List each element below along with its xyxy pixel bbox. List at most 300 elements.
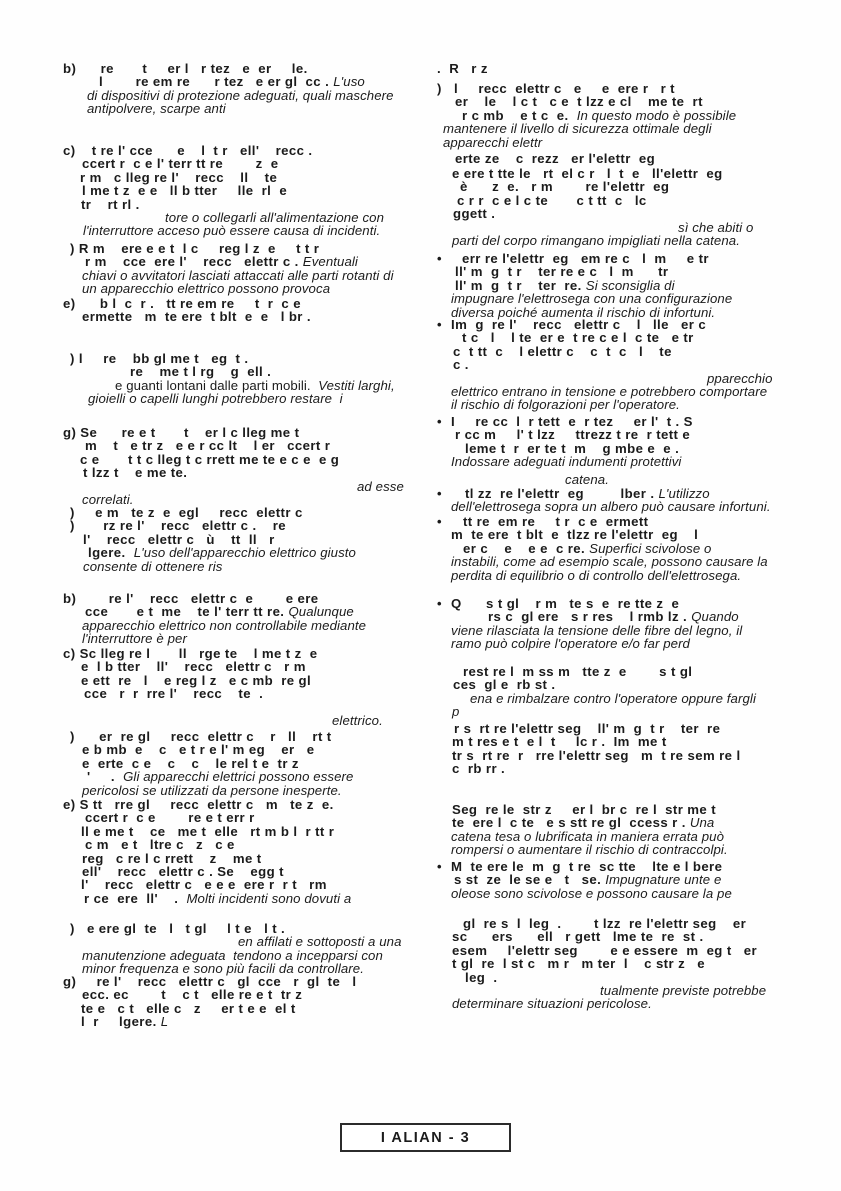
text-line: [99, 75, 425, 88]
text-segment: elettrico entrano in tensione e potrebbero comportare: [451, 384, 768, 400]
section-avvertenze-elettrosega: [437, 152, 812, 165]
text-line: [462, 252, 812, 265]
text-segment: leme t r er te t m g mbe e e .: [465, 440, 680, 456]
text-segment: e) b l c r . tt re em re t r c e: [63, 296, 301, 311]
text-line: [451, 887, 812, 900]
text-segment: catena.: [565, 472, 609, 487]
text-segment: Superfici scivolose o: [589, 540, 712, 556]
text-segment: di dispositivi di protezione adeguati, quali maschere: [87, 87, 394, 103]
text-segment: ) l re bb gl me t eg t .: [70, 351, 249, 366]
text-line: [451, 385, 812, 398]
text-line: [452, 997, 812, 1010]
page-footer-label: I ALIAN - 3: [380, 1129, 471, 1146]
text-segment: consente di ottenere ris: [83, 558, 223, 574]
item-f2-affilati: [63, 922, 425, 976]
text-segment: elettrico.: [332, 713, 383, 728]
text-line: [82, 757, 425, 770]
text-segment: Quando: [691, 609, 739, 625]
text-line: [84, 687, 425, 700]
text-segment: tt re em re t r c e ermett: [463, 514, 649, 529]
text-segment: perdita di equilibrio o di controllo dell'elettrosega.: [451, 567, 742, 583]
text-line: [70, 506, 425, 519]
text-segment: ell' recc elettr c . Se egg t: [82, 864, 284, 880]
text-segment: Im g re l' recc elettr c l lle er c: [451, 317, 707, 332]
text-line: [80, 453, 425, 466]
text-segment: e guanti lontani dalle parti mobili.: [115, 377, 319, 393]
text-segment: L'utilizzo: [658, 486, 710, 501]
text-line: [455, 279, 812, 292]
text-segment: ) rz re l' recc elettr c . re: [70, 518, 287, 534]
text-segment: s st ze le se e t se.: [454, 872, 606, 888]
text-segment: ) e m te z e egl recc elettr c: [70, 505, 303, 520]
text-line: [165, 211, 425, 224]
block-istruzioni-lubrificazione: [437, 803, 812, 857]
text-segment: tr s rt re r rre l'elettr seg m t re sem re l: [452, 747, 741, 763]
text-segment: c r r c e l c te c t tt c lc: [457, 192, 647, 208]
text-line: [63, 647, 425, 660]
item-e2-manutenzione: [63, 798, 425, 905]
text-segment: c .: [453, 357, 469, 373]
text-segment: r s rt re l'elettr seg ll' m g t r ter re: [454, 721, 721, 736]
text-line: [451, 455, 812, 468]
text-line: [82, 949, 425, 962]
text-segment: minor frequenza e sono più facili da controllare.: [82, 961, 364, 977]
text-segment: ) e ere gl te l t gl l t e l t .: [70, 921, 286, 936]
text-segment: rest re l m ss m tte z e s t gl: [463, 664, 693, 679]
text-line: [82, 865, 425, 878]
text-line: [85, 838, 425, 851]
bullet-icon: •: [437, 251, 442, 266]
text-segment: il rischio di folgorazioni per l'operatore.: [451, 397, 680, 413]
text-line: [63, 426, 425, 439]
text-line: [455, 428, 812, 441]
text-line: [600, 984, 812, 997]
text-segment: leg .: [465, 969, 498, 985]
fragment-elettrico: [63, 714, 425, 727]
text-segment: dell'elettrosega sopra un albero può causare infortuni.: [451, 499, 771, 515]
item-c-accensione: [63, 144, 425, 238]
text-segment: Impugnature unte e: [605, 872, 722, 888]
text-segment: e b mb e c e t r e l' m eg er e: [82, 742, 315, 758]
text-line: [332, 714, 425, 727]
text-segment: m t res e t e l t lc r . Im me t: [452, 734, 667, 750]
bullet-icon: •: [437, 414, 442, 429]
text-segment: ll' m g t r ter re.: [455, 277, 586, 293]
text-line: [452, 705, 812, 718]
item-d-rimuovere: [63, 242, 425, 296]
text-line: [460, 180, 812, 193]
text-line: [81, 1015, 425, 1028]
text-segment: m te ere t blt e tlzz re l'elettr eg l: [451, 527, 699, 543]
text-segment: err re l'elettr eg em re c l m e tr: [462, 251, 709, 266]
text-segment: l' recc elettr c e e e ere r r t rm: [81, 877, 327, 893]
text-segment: rs c gl ere s r res l rmb lz .: [488, 609, 692, 625]
text-line: [87, 102, 425, 115]
text-segment: er le l c t c e t lzz e cl me te rt: [455, 94, 703, 110]
text-line: [451, 500, 812, 513]
text-segment: e erte c e c c le rel t e tr z: [82, 755, 299, 771]
text-line: [565, 473, 812, 486]
text-segment: L'uso: [333, 74, 365, 90]
text-line: [451, 624, 812, 637]
bullet-protezione-occhi: [437, 414, 812, 470]
text-line: [451, 528, 812, 541]
text-line: [455, 95, 812, 108]
item-f-abbigliamento: [63, 352, 425, 406]
text-line: [82, 988, 425, 1001]
bullet-ramo-tensione: [437, 596, 812, 652]
text-segment: apparecchio elettrico non controllabile mediante: [82, 617, 367, 633]
text-line: [452, 930, 812, 943]
text-segment: l r lgere.: [81, 1014, 161, 1030]
text-segment: ' .: [87, 769, 124, 785]
text-line: [465, 971, 812, 984]
text-line: [130, 365, 425, 378]
column-right: [437, 0, 812, 1191]
item-c2-scollegare: [63, 647, 425, 701]
text-line: [81, 825, 425, 838]
text-line: [82, 632, 425, 645]
text-line: [457, 194, 812, 207]
item-g2-accessori: [63, 975, 425, 1029]
text-segment: ermette m te ere t blt e e l br .: [82, 309, 311, 325]
text-segment: apparecchi elettr: [443, 134, 543, 150]
text-segment: c e t t c lleg t c rrett me te e c e e g: [80, 451, 340, 467]
section-uso-manutenzione: [63, 506, 425, 573]
text-line: [452, 749, 812, 762]
text-line: [63, 144, 425, 157]
text-segment: re me t l rg g ell .: [130, 364, 272, 380]
text-line: [463, 665, 812, 678]
text-line: [455, 265, 812, 278]
text-line: [451, 597, 812, 610]
text-line: [81, 660, 425, 673]
text-line: [82, 157, 425, 170]
text-line: [87, 89, 425, 102]
text-line: [452, 735, 812, 748]
text-line: [80, 171, 425, 184]
text-line: [452, 816, 812, 829]
item-d2-conservare: [63, 730, 425, 797]
text-segment: t c l l te er e t re c e l c te e tr: [462, 330, 694, 346]
text-line: [488, 610, 812, 623]
text-segment: impugnare l'elettrosega con una configurazione: [451, 291, 733, 307]
text-segment: en affilati e sottoposti a una: [238, 934, 402, 950]
text-line: [88, 392, 425, 405]
text-segment: r cc m l' t lzz ttrezz t re r tett e: [455, 427, 691, 443]
text-line: [463, 917, 812, 930]
text-line: [238, 935, 425, 948]
text-segment: chiavi o avvitatori lasciati attaccati alle parti rotanti di: [82, 267, 394, 283]
text-segment: ces gl e rb st .: [453, 677, 556, 693]
text-segment: reg c re l c rrett z me t: [82, 850, 262, 866]
text-segment: g) re l' recc elettr c gl cce r gl te l: [63, 974, 357, 989]
text-segment: ad esse: [357, 478, 404, 494]
bullet-impugnatura: [437, 251, 812, 320]
text-line: [81, 198, 425, 211]
text-line: [443, 122, 812, 135]
text-segment: r m c lleg re l' recc ll te: [80, 169, 278, 185]
text-line: [63, 798, 425, 811]
text-segment: gioielli o capelli lunghi potrebbero restare i: [88, 391, 343, 407]
text-segment: m t e tr z e e r cc lt l er ccert r: [85, 438, 331, 454]
text-segment: pparecchio: [707, 370, 773, 386]
text-segment: un apparecchio elettrico possono provoca: [82, 281, 331, 297]
text-line: [82, 184, 425, 197]
bullet-icon: •: [437, 514, 442, 529]
text-segment: c rb rr .: [452, 761, 506, 777]
text-line: [115, 379, 425, 392]
text-segment: sc ers ell r gett lme te re st .: [452, 929, 704, 945]
bullet-parti-corpo: [437, 167, 812, 247]
text-line: [452, 957, 812, 970]
text-line: [85, 439, 425, 452]
text-segment: mantenere il livello di sicurezza ottimale degli: [443, 121, 712, 137]
text-line: [70, 242, 425, 255]
bullet-albero: [437, 486, 812, 515]
text-segment: p: [452, 704, 460, 720]
text-line: [63, 297, 425, 310]
text-segment: L: [160, 1014, 169, 1030]
text-line: [82, 310, 425, 323]
text-segment: ggett .: [453, 206, 496, 222]
text-line: [451, 555, 812, 568]
text-line: [451, 292, 812, 305]
text-line: [443, 136, 812, 149]
text-segment: Si sconsiglia di: [585, 277, 675, 293]
text-line: [451, 843, 812, 856]
text-segment: diversa poiché aumenta il rischio di infortuni.: [451, 304, 716, 320]
text-segment: e l b tter ll' recc elettr c r m: [81, 659, 306, 675]
text-segment: t gl re l st c m r m ter l c str z e: [452, 956, 705, 972]
text-segment: c m e t ltre c z c e: [85, 837, 235, 853]
text-segment: e ett re l e reg l z e c mb re gl: [81, 672, 312, 688]
text-line: [451, 569, 812, 582]
text-segment: Seg re le str z er l br c re l str me t: [452, 802, 716, 817]
text-segment: pericolosi se utilizzati da persone inesperte.: [82, 782, 342, 798]
text-line: [451, 415, 812, 428]
text-segment: ena e rimbalzare contro l'operatore oppure fargli: [470, 690, 756, 706]
text-line: [70, 519, 425, 532]
text-segment: è z e. r m re l'elettr eg: [460, 179, 670, 195]
text-segment: ecc. ec t c t elle re e t tr z: [82, 987, 303, 1003]
text-segment: c) Sc lleg re l ll rge te l me t z e: [63, 646, 318, 661]
text-segment: b) re t er l r tez e er le.: [63, 61, 308, 76]
bullet-icon: •: [437, 596, 442, 611]
text-segment: manutenzione adeguata tendono a incepparsi con: [82, 947, 383, 963]
text-segment: tr rt rl .: [81, 196, 140, 212]
text-segment: ) R m ere e e t l c reg l z e t t r: [70, 241, 320, 256]
text-segment: M te ere le m g t re sc tte lte e l bere: [451, 859, 723, 874]
text-line: [81, 674, 425, 687]
text-segment: tl zz re l'elettr eg lber .: [465, 486, 659, 501]
text-line: [82, 852, 425, 865]
text-line: [452, 167, 812, 180]
text-line: [81, 878, 425, 891]
text-segment: te ere l c te e s stt re gl ccess r .: [452, 815, 690, 831]
section-riparazione: [437, 62, 812, 75]
text-segment: Eventuali: [302, 254, 358, 270]
text-line: [437, 62, 812, 75]
text-segment: Qualunque: [288, 604, 354, 620]
text-segment: correlati.: [82, 492, 134, 508]
text-line: [452, 944, 812, 957]
text-segment: erte ze c rezz er l'elettr eg: [455, 151, 656, 166]
column-left: [63, 0, 425, 1191]
text-line: [87, 770, 425, 783]
text-segment: oleose sono scivolose e possono causare la pe: [451, 885, 732, 901]
text-segment: viene rilasciata la tensione delle fibre del legno, il: [451, 622, 743, 638]
text-segment: . R r z: [437, 61, 488, 76]
text-line: [465, 442, 812, 455]
text-segment: Gli apparecchi elettrici possono essere: [123, 769, 354, 785]
text-segment: r ce ere ll' .: [84, 890, 187, 906]
text-line: [452, 234, 812, 247]
text-line: [452, 803, 812, 816]
bullet-impugnare-superfici: [437, 317, 812, 413]
text-line: [451, 398, 812, 411]
text-segment: l me t z e e ll b tter lle rl e: [82, 183, 288, 199]
text-segment: ll' m g t r ter re e c l m tr: [455, 264, 669, 280]
text-line: [462, 109, 812, 122]
text-segment: t lzz t e me te.: [83, 465, 188, 481]
text-line: [82, 282, 425, 295]
item-b2-interruttore: [63, 592, 425, 646]
text-segment: cce e t me te l' terr tt re.: [85, 604, 289, 620]
text-segment: Molti incidenti sono dovuti a: [186, 890, 352, 906]
text-line: [357, 480, 425, 493]
bullet-icon: •: [437, 859, 442, 874]
text-segment: determinare situazioni pericolose.: [452, 996, 652, 1012]
bullet-icon: •: [437, 317, 442, 332]
text-line: [82, 269, 425, 282]
text-line: [81, 1002, 425, 1015]
text-segment: catena tesa o lubrificata in maniera errata può: [451, 828, 725, 844]
text-line: [82, 784, 425, 797]
text-line: [463, 542, 812, 555]
text-segment: ll e me t ce me t elle rt m b l r tt r: [81, 823, 335, 839]
text-segment: L'uso dell'apparecchio elettrico giusto: [133, 545, 356, 561]
text-segment: er c e e e c re.: [463, 540, 590, 556]
text-line: [454, 873, 812, 886]
text-line: [70, 352, 425, 365]
text-line: [85, 605, 425, 618]
text-segment: instabili, come ad esempio scale, possono causare la: [451, 554, 768, 570]
text-segment: tore o collegarli all'alimentazione con: [165, 210, 385, 226]
text-line: [83, 533, 425, 546]
text-segment: ccert r c e re e t err r: [85, 810, 255, 826]
text-line: [452, 762, 812, 775]
text-line: [465, 487, 812, 500]
text-line: [82, 619, 425, 632]
text-line: [453, 678, 812, 691]
text-line: [453, 207, 812, 220]
text-segment: sì che abiti o: [678, 219, 754, 235]
text-line: [453, 345, 812, 358]
text-segment: r c mb e t c e.: [462, 107, 577, 123]
text-segment: I re cc l r tett e r tez er l' t . S: [451, 414, 693, 429]
bullet-superfici-scivolose: [437, 514, 812, 583]
text-segment: ) l recc elettr c e e ere r r t: [437, 81, 675, 96]
text-segment: ) er re gl recc elettr c r ll rt t: [70, 729, 332, 744]
text-segment: ccert r c e l' terr tt re z e: [82, 156, 279, 172]
text-segment: antipolvere, scarpe anti: [87, 101, 226, 117]
text-line: [85, 255, 425, 268]
text-line: [63, 592, 425, 605]
text-segment: te e c t elle c z er t e e el t: [81, 1000, 296, 1016]
text-segment: g) Se re e t t er l c lleg me t: [63, 425, 300, 440]
text-line: [85, 811, 425, 824]
block-tagliare-legno: [437, 917, 812, 1011]
text-line: [437, 82, 812, 95]
text-segment: cce r r rre l' recc te .: [84, 686, 264, 702]
fragment-catena: [437, 473, 812, 486]
text-segment: ramo può colpire l'operatore e/o far perd: [451, 636, 690, 652]
text-line: [70, 730, 425, 743]
text-line: [678, 221, 812, 234]
text-segment: b) re l' recc elettr c e e ere: [63, 591, 319, 606]
text-line: [70, 922, 425, 935]
text-line: [82, 743, 425, 756]
text-segment: l' recc elettr c ù tt ll r: [83, 531, 275, 547]
text-segment: Una: [689, 815, 715, 831]
text-line: [451, 318, 812, 331]
text-segment: Indossare adeguati indumenti protettivi: [451, 454, 682, 470]
text-line: [84, 892, 425, 905]
text-segment: rompersi o aumentare il rischio di contraccolpi.: [451, 842, 728, 858]
block-massima-attenzione: [437, 665, 812, 719]
text-line: [455, 152, 812, 165]
text-segment: l re em re r tez e er gl cc .: [99, 74, 334, 90]
text-line: [451, 637, 812, 650]
text-segment: tualmente previste potrebbe: [600, 983, 767, 999]
text-segment: parti del corpo rimangano impigliati nella catena.: [452, 233, 740, 249]
bullet-impugnature-asciutte: [437, 859, 812, 901]
text-segment: lgere.: [88, 545, 134, 561]
text-segment: e) S tt rre gl recc elettr c m te z e.: [63, 797, 334, 812]
text-segment: l'interruttore acceso può essere causa di incidenti.: [83, 223, 381, 239]
item-b-protezione: [63, 62, 425, 116]
text-line: [88, 546, 425, 559]
text-line: [63, 62, 425, 75]
text-line: [470, 692, 812, 705]
text-segment: In questo modo è possibile: [576, 107, 737, 123]
text-line: [83, 560, 425, 573]
item-e-equilibrio: [63, 297, 425, 324]
text-line: [463, 515, 812, 528]
text-line: [83, 224, 425, 237]
item-a-ricambi: [437, 82, 812, 149]
text-segment: c t tt c l elettr c c t c l te: [453, 343, 672, 359]
text-segment: r m cce ere l' recc elettr c .: [85, 254, 303, 270]
text-line: [453, 358, 812, 371]
text-segment: Q s t gl r m te s e re tte z e: [451, 596, 680, 611]
text-line: [462, 331, 812, 344]
item-g-collegamento: [63, 426, 425, 506]
text-line: [63, 975, 425, 988]
text-segment: esem l'elettr seg e e essere m eg t er: [452, 942, 758, 958]
text-line: [454, 722, 812, 735]
text-segment: gl re s l leg . t lzz re l'elettr seg er: [463, 916, 747, 931]
block-trasportare: [437, 722, 812, 776]
text-line: [83, 466, 425, 479]
bullet-icon: •: [437, 486, 442, 501]
text-line: [707, 372, 812, 385]
text-segment: c) t re l' cce e l t r ell' recc .: [63, 143, 313, 158]
text-line: [451, 830, 812, 843]
text-segment: Vestiti larghi,: [318, 377, 395, 393]
text-segment: l'interruttore è per: [82, 631, 187, 647]
